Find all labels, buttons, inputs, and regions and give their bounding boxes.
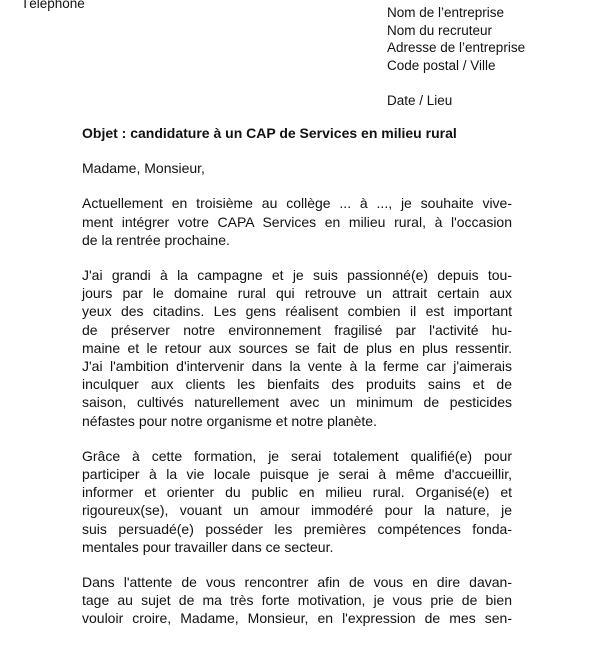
letter-subject: Objet : candidature à un CAP de Services en milieu rural — [82, 125, 457, 141]
recipient-recruiter-name: Nom du recruteur — [387, 22, 493, 38]
paragraph-line: saison, cultivés naturellement avec un minimum de pesticides — [82, 394, 512, 411]
paragraph-line: maine et le retour aux sources se fait de plus en plus ressentir. — [82, 339, 512, 356]
paragraph-line: rigoureux(se), vouant un amour immodéré pour la nature, je — [82, 502, 512, 519]
letter-body — [82, 124, 512, 645]
paragraph-line: vouloir croire, Madame, Monsieur, en l'expression de mes sen- — [82, 610, 512, 627]
paragraph-line: inculquer aux clients les bienfaits des produits sains et de — [82, 376, 512, 393]
letter-paragraph-3 — [82, 447, 512, 556]
paragraph-line: Grâce à cette formation, je serai totalement qualifié(e) pour — [82, 447, 512, 464]
paragraph-line: de la rentrée prochaine. — [82, 231, 230, 248]
paragraph-line: jours par le domaine rural qui retrouve un attrait certain aux — [82, 285, 512, 302]
recipient-company-address: Adresse de l’entreprise — [387, 40, 526, 55]
letter-paragraph-1 — [82, 194, 512, 249]
letter-paragraph-4 — [82, 573, 512, 628]
recipient-block — [387, 4, 525, 74]
paragraph-line: de préserver notre environnement fragilisé par l'activité hu- — [82, 321, 512, 338]
paragraph-line: participer à la vie locale puisque je serai à même d'accueillir, — [82, 466, 512, 483]
paragraph-line: informer et orienter du public en milieu rural. Organisé(e) et — [82, 484, 512, 501]
sender-phone: Téléphone — [21, 0, 85, 11]
paragraph-line: Actuellement en troisième au collège ... à ..., je souhaite vive- — [82, 195, 512, 212]
letter-paragraph-2 — [82, 266, 512, 430]
paragraph-line: mentales pour travailler dans ce secteur. — [82, 538, 334, 555]
paragraph-line: ment intégrer votre CAPA Services en milieu rural, à l'occasion — [82, 213, 512, 230]
paragraph-line: néfastes pour notre organisme et notre planète. — [82, 412, 377, 429]
recipient-company-name: Nom de l’entreprise — [387, 5, 505, 20]
recipient-postal-city: Code postal / Ville — [387, 57, 496, 73]
letter-salutation: Madame, Monsieur, — [82, 160, 205, 177]
paragraph-line: suis persuadé(e) posséder les premières compétences fonda- — [82, 520, 512, 537]
paragraph-line: J'ai l'ambition d'intervenir dans la vente à la ferme car j'aimerais — [82, 358, 512, 375]
date-place: Date / Lieu — [387, 93, 453, 108]
paragraph-line: Dans l'attente de vous rencontrer afin de vous en dire davan- — [82, 574, 512, 591]
paragraph-line: J'ai grandi à la campagne et je suis passionné(e) depuis tou- — [82, 267, 512, 284]
paragraph-line: tage au sujet de ma très forte motivation, je vous prie de bien — [82, 592, 512, 609]
paragraph-line: yeux des citadins. Les gens réalisent combien il est important — [82, 303, 512, 320]
